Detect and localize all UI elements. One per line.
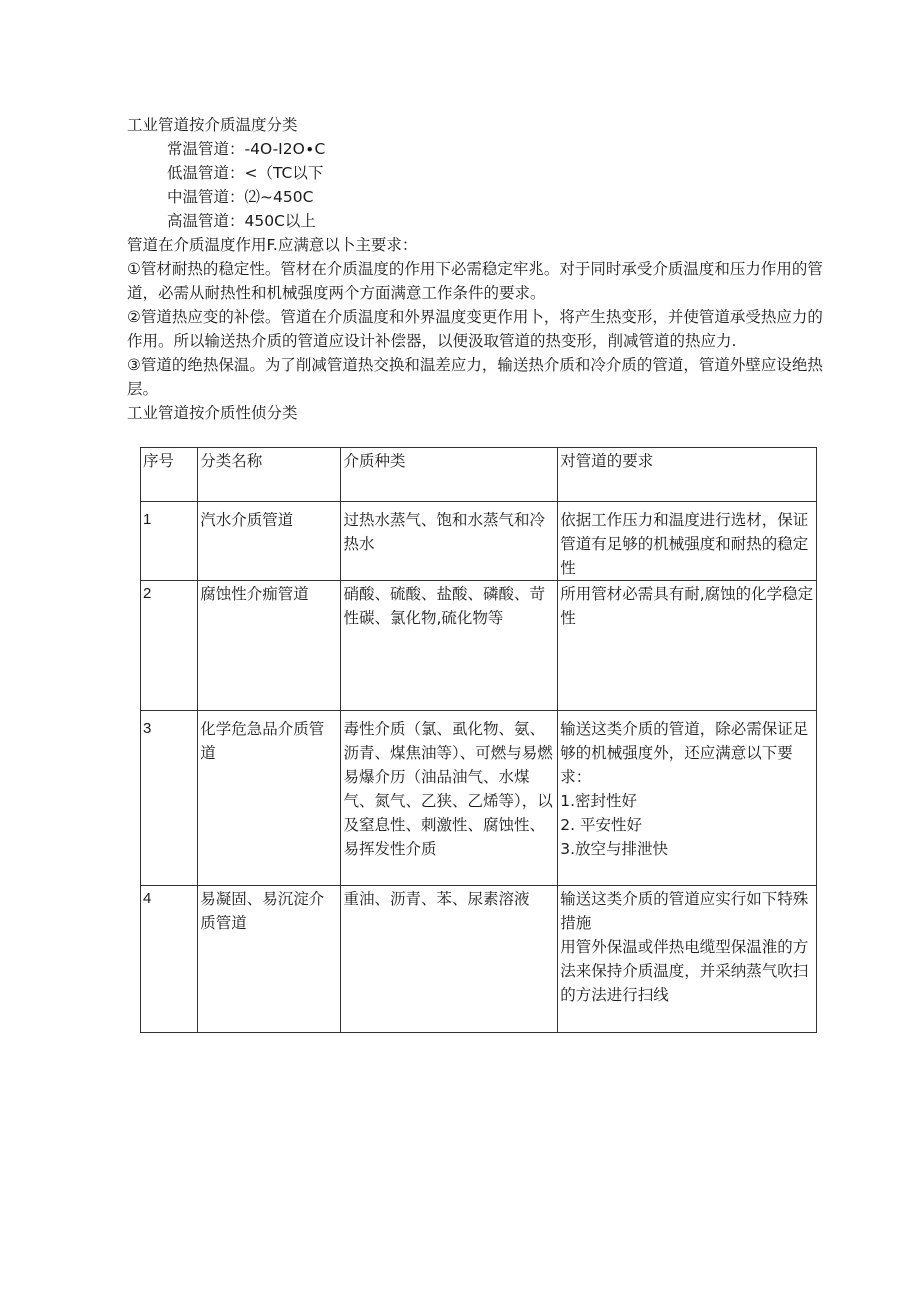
table-row [141,581,817,711]
requirement-line: 输送这类介质的管道，除必需保证足够的机械强度外，还应满意以下要求： [560,720,809,786]
row-number: 1 [141,502,198,581]
table-row [141,502,817,581]
row-number: 3 [141,711,198,886]
requirements-intro: 管道在介质温度作用F.应满意以卜主要求： [127,236,418,254]
row-category-name: 汽水介质管道 [198,502,341,581]
table-header-row [141,448,817,502]
header-cell-no: 序号 [141,448,198,502]
header-cell-requirement: 对管道的要求 [558,448,817,502]
header-cell-medium: 介质种类 [341,448,558,502]
requirement-line: 所用管材必需具有耐,腐蚀的化学稳定性 [560,585,814,627]
requirement-paragraph-3: ③管道的绝热保温。为了削减管道热交换和温差应力，输送热介质和冷介质的管道，管道外壁应设绝热层。 [127,356,823,398]
row-category-name: 化学危急品介质管道 [198,711,341,886]
temp-item-high: 高温管道：450C以上 [167,212,316,230]
row-number: 2 [141,581,198,711]
temp-item-normal: 常温管道：-4O-I2O∙C [167,140,326,158]
row-category-name: 易凝固、易沉淀介质管道 [198,886,341,1033]
row-medium-types: 重油、沥青、苯、尿素溶液 [341,886,558,1033]
document-body [127,113,833,425]
table-row [141,711,817,886]
requirement-line: 输送这类介质的管道应实行如下特殊措施 [560,890,809,932]
row-requirements [558,581,817,711]
row-number: 4 [141,886,198,1033]
requirement-paragraph-1: ①管材耐热的稳定性。管材在介质温度的作用下必需稳定牢兆。对于同时承受介质温度和压力作用的管道，必需从耐热性和机械强度两个方面满意工作条件的要求。 [127,260,823,302]
header-cell-name: 分类名称 [198,448,341,502]
row-medium-types: 毒性介质（氯、虱化物、氨、沥青、煤焦油等）、可燃与易燃易爆介历（油品油气、水煤气、氮气、乙狭、乙烯等），以及窒息性、刺激性、腐蚀性、易挥发性介质 [341,711,558,886]
requirement-paragraph-2: ②管道热应变的补偿。管道在介质温度和外界温度变更作用卜，将产生热变形，并使管道承受热应力的作用。所以输送热介质的管道应设计补偿器，以便汲取管道的热变形，削减管道的热应力. [127,308,823,350]
row-requirements [558,886,817,1033]
temp-item-low: 低温管道：<（TC以下 [167,164,324,182]
temp-item-medium: 中温管道：⑵~450C [167,188,314,206]
row-requirements [558,711,817,886]
row-medium-types: 过热水蒸气、饱和水蒸气和冷热水 [341,502,558,581]
row-medium-types: 硝酸、硫酸、盐酸、磷酸、苛性碳、氯化物,硫化物等 [341,581,558,711]
section-title-medium: 工业管道按介质性侦分类 [127,404,298,422]
requirement-line: 1.密封性好 [560,792,638,810]
row-requirements [558,502,817,581]
requirement-line: 2. 平安性好 [560,816,642,834]
medium-classification-table [140,447,817,1033]
table-row [141,886,817,1033]
row-category-name: 腐蚀性介痂管道 [198,581,341,711]
section-title-temperature: 工业管道按介质温度分类 [127,116,298,134]
requirement-line: 3.放空与排泄快 [560,840,669,858]
requirement-line: 依据工作压力和温度进行选材，保证管道有足够的机械强度和耐热的稳定性 [560,511,809,577]
requirement-line: 用管外保温或伴热电缆型保温淮的方法来保持介质温度，并采纳蒸气吹扫的方法进行扫线 [560,938,809,1004]
